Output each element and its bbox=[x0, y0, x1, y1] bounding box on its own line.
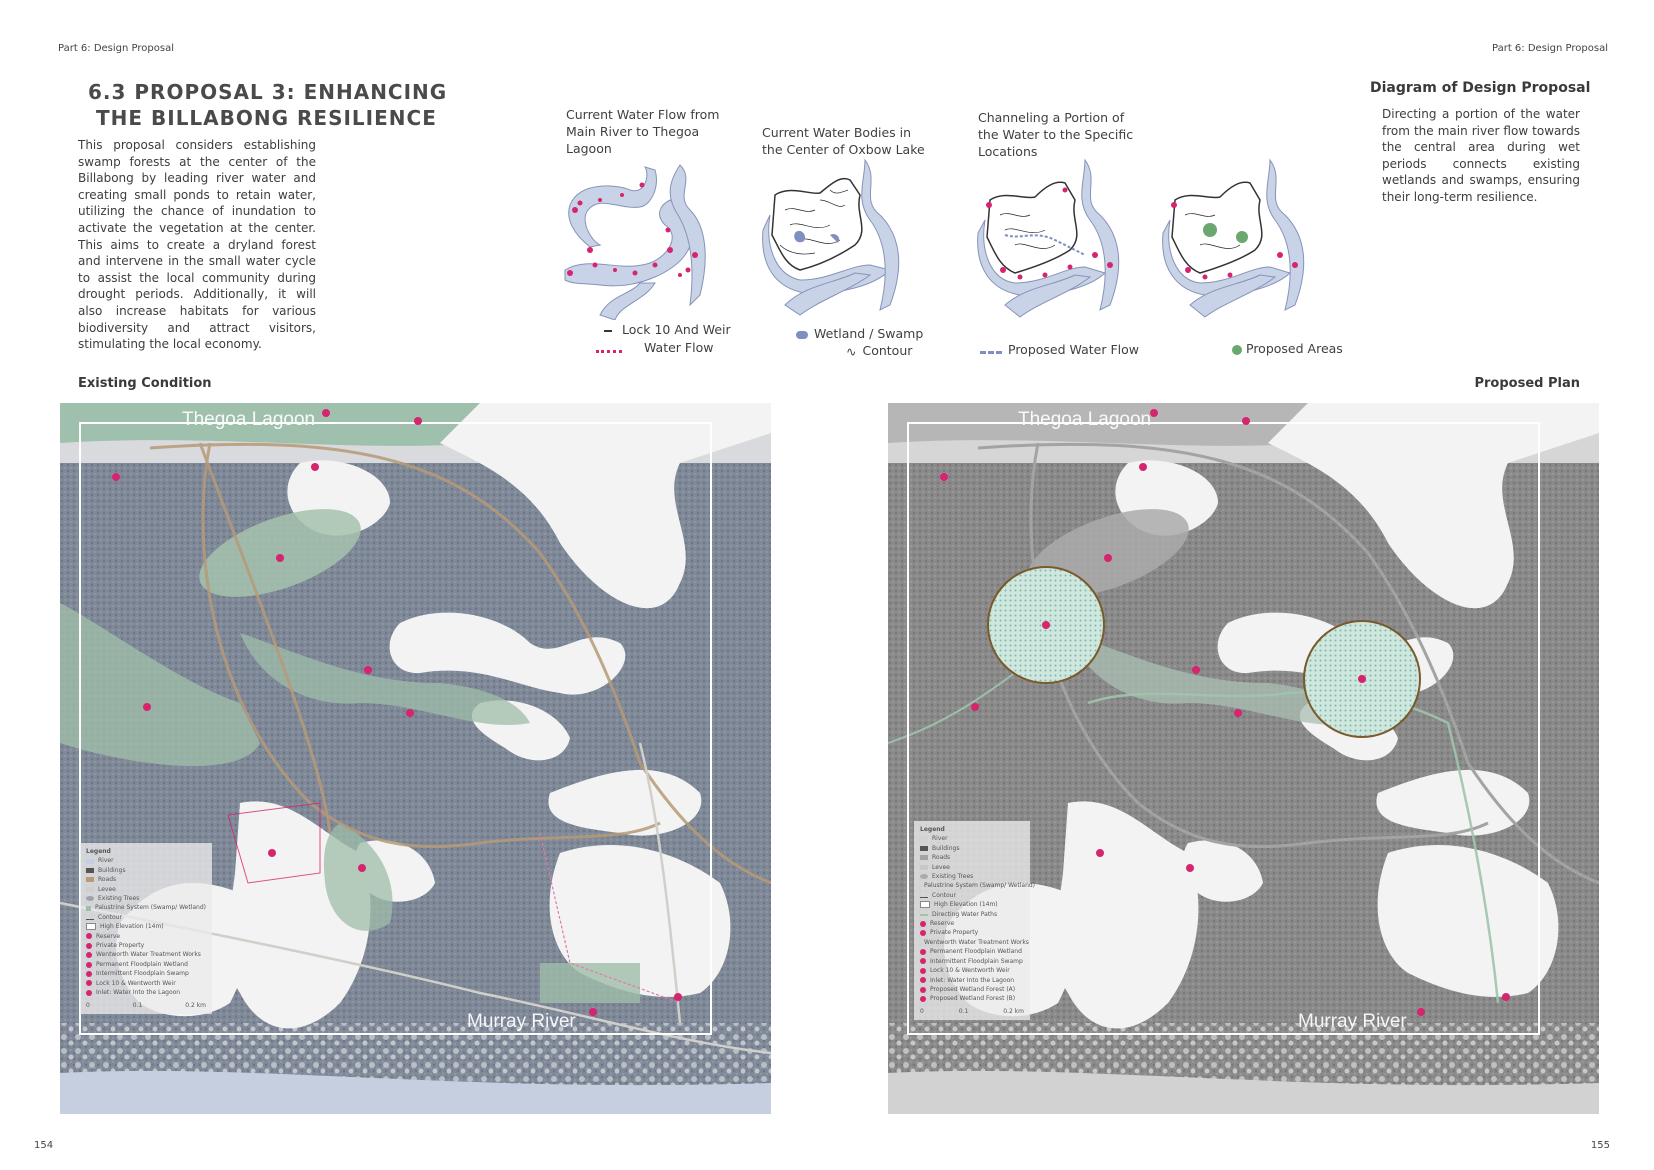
legend-item: Roads bbox=[932, 854, 951, 862]
legend-lock-label: Lock 10 And Weir bbox=[622, 322, 731, 337]
diagram-caption-1: Current Water Flow from Main River to Thegoa Lagoon bbox=[566, 107, 720, 156]
existing-condition-map bbox=[60, 403, 771, 1114]
proposed-lagoon-label: Thegoa Lagoon bbox=[1018, 409, 1152, 430]
legend-item: Private Property bbox=[930, 929, 979, 937]
legend-item: Wentworth Water Treatment Works bbox=[924, 938, 1029, 946]
scale-label: 0.1 bbox=[958, 1007, 969, 1015]
wetland-icon bbox=[796, 331, 808, 339]
page-title bbox=[88, 79, 447, 131]
header-left: Part 6: Design Proposal bbox=[58, 43, 174, 54]
legend-item: River bbox=[98, 857, 114, 865]
proposed-river-label: Murray River bbox=[1298, 1011, 1407, 1032]
legend-item: Permanent Floodplain Wetland bbox=[96, 960, 188, 968]
legend-item: Intermittent Floodplain Swamp bbox=[96, 970, 189, 978]
diagram-proposed-areas bbox=[1160, 155, 1330, 320]
legend-wetland bbox=[796, 326, 923, 341]
lock-icon bbox=[604, 330, 612, 332]
legend-proposed-areas bbox=[1232, 341, 1343, 356]
legend-item: Intermittent Floodplain Swamp bbox=[930, 957, 1023, 965]
diagram-channeling bbox=[975, 155, 1145, 320]
legend-item: Private Property bbox=[96, 942, 145, 950]
existing-legend-title: Legend bbox=[86, 848, 111, 855]
legend-item: High Elevation (14m) bbox=[100, 923, 164, 931]
legend-item: Palustrine System (Swamp/ Wetland) bbox=[94, 904, 206, 912]
scale-label: 0 bbox=[920, 1007, 924, 1015]
legend-item: Wentworth Water Treatment Works bbox=[96, 951, 201, 959]
diagram-caption-2: Current Water Bodies in the Center of Oxbow Lake bbox=[762, 125, 925, 157]
proposed-flow-icon bbox=[980, 347, 1002, 354]
legend-water-flow-label: Water Flow bbox=[644, 340, 714, 355]
page-number-left: 154 bbox=[34, 1140, 54, 1151]
diagram-caption-3: Channeling a Portion of the Water to the Specific Locations bbox=[978, 110, 1134, 159]
existing-legend bbox=[80, 843, 212, 1014]
legend-proposed-areas-label: Proposed Areas bbox=[1246, 341, 1343, 356]
scale-label: 0.1 bbox=[132, 1001, 143, 1009]
legend-item: Palustrine System (Swamp/ Wetland) bbox=[924, 882, 1036, 890]
legend-item: Existing Trees bbox=[98, 895, 140, 903]
legend-item: Levee bbox=[98, 885, 116, 893]
legend-item: Contour bbox=[98, 913, 122, 921]
legend-water-flow bbox=[596, 340, 713, 355]
proposed-legend-title: Legend bbox=[920, 826, 945, 833]
scale-label: 0.2 km bbox=[1003, 1007, 1024, 1015]
diagram-current-flow bbox=[560, 155, 730, 320]
legend-item: Roads bbox=[98, 876, 117, 884]
intro-paragraph: This proposal considers establishing swamp forests at the center of the Billabong by leading river water and creating small ponds to retain water, utilizing the chance of inundation to activate the vegetation at the center. This aims to create a dryland forest and intervene in the small water cycle to assist the local community during drought periods. Additionally, it will also increase habitats for various biodiversity and attract visitors, stimulating the local economy. bbox=[78, 138, 316, 352]
legend-item: Permanent Floodplain Wetland bbox=[930, 948, 1022, 956]
header-right: Part 6: Design Proposal bbox=[1492, 43, 1608, 54]
contour-icon: ∿ bbox=[846, 344, 857, 359]
proposed-area-icon bbox=[1232, 345, 1242, 355]
legend-item: Reserve bbox=[96, 932, 121, 940]
title-line-1: 6.3 PROPOSAL 3: ENHANCING bbox=[88, 80, 448, 104]
water-flow-icon bbox=[596, 344, 622, 353]
title-line-2: THE BILLABONG RESILIENCE bbox=[96, 106, 437, 130]
diagram-description: Directing a portion of the water from the main river flow towards the central area during wet periods connects existing wetlands and swamps, ensuring their long-term resilience. bbox=[1382, 107, 1580, 204]
legend-lock bbox=[604, 322, 731, 337]
legend-item: Levee bbox=[932, 863, 950, 871]
proposed-plan-map bbox=[888, 403, 1599, 1114]
page-number-right: 155 bbox=[1590, 1140, 1610, 1151]
legend-item: Proposed Wetland Forest (B) bbox=[930, 995, 1016, 1003]
legend-item: Buildings bbox=[98, 866, 126, 874]
existing-lagoon-label: Thegoa Lagoon bbox=[182, 409, 316, 430]
legend-proposed-flow bbox=[980, 342, 1139, 357]
legend-item: High Elevation (14m) bbox=[934, 901, 998, 909]
legend-item: Reserve bbox=[930, 920, 955, 928]
scale-label: 0.2 km bbox=[185, 1001, 206, 1009]
legend-item: Lock 10 & Wentworth Weir bbox=[96, 979, 176, 987]
legend-item: Inlet: Water Into the Lagoon bbox=[96, 989, 181, 997]
legend-item: Existing Trees bbox=[932, 873, 974, 881]
proposed-legend bbox=[914, 821, 1036, 1020]
existing-condition-label: Existing Condition bbox=[78, 376, 212, 391]
diagram-heading: Diagram of Design Proposal bbox=[1370, 80, 1591, 96]
legend-contour bbox=[846, 343, 912, 359]
legend-proposed-flow-label: Proposed Water Flow bbox=[1008, 342, 1139, 357]
scale-label: 0 bbox=[86, 1001, 90, 1009]
legend-item: Inlet: Water Into the Lagoon bbox=[930, 976, 1015, 984]
legend-item: Proposed Wetland Forest (A) bbox=[930, 985, 1016, 993]
proposed-plan-label: Proposed Plan bbox=[1474, 376, 1580, 391]
legend-item: Buildings bbox=[932, 844, 960, 852]
legend-item: Contour bbox=[932, 891, 956, 899]
legend-item: Directing Water Paths bbox=[932, 910, 998, 918]
legend-item: Lock 10 & Wentworth Weir bbox=[930, 967, 1010, 975]
diagram-water-bodies bbox=[760, 155, 930, 320]
existing-river-label: Murray River bbox=[467, 1011, 576, 1032]
legend-item: River bbox=[932, 835, 948, 843]
legend-wetland-label: Wetland / Swamp bbox=[814, 326, 924, 341]
legend-contour-label: Contour bbox=[862, 343, 913, 358]
